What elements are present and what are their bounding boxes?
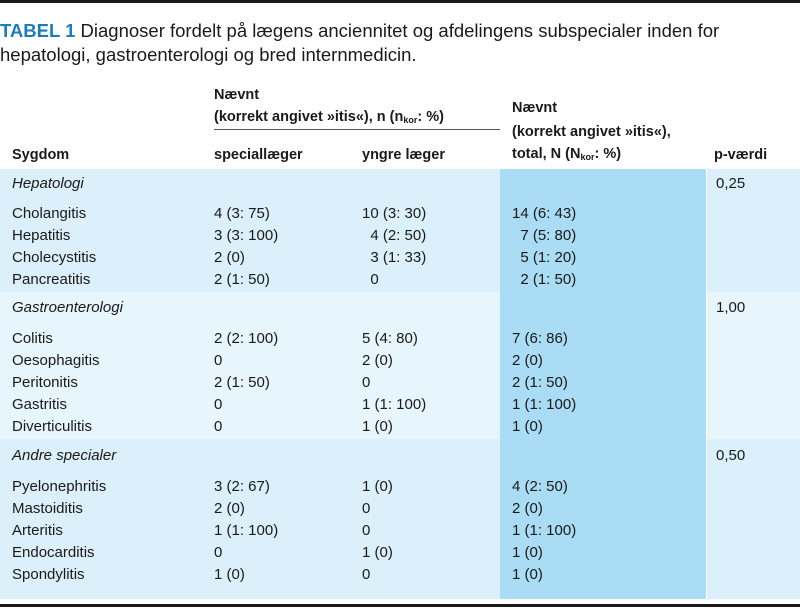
disease-cell: Oesophagitis (12, 352, 100, 369)
table-row (0, 328, 800, 350)
table-row (0, 542, 800, 564)
table-caption (0, 19, 790, 67)
disease-cell: Mastoiditis (12, 500, 83, 517)
speciallaeger-cell: 2 (2: 100) (214, 330, 279, 347)
table-row (0, 416, 800, 438)
header-total-line1: Nævnt (512, 100, 558, 116)
table-row (0, 269, 800, 291)
section-name: Gastroenterologi (12, 299, 123, 316)
total-cell: 14 (6: 43) (512, 205, 577, 222)
header-p-vaerdi: p-værdi (714, 147, 768, 163)
p-value: 1,00 (716, 299, 746, 316)
disease-cell: Endocarditis (12, 544, 95, 561)
disease-cell: Cholangitis (12, 205, 87, 222)
total-cell: 4 (2: 50) (512, 478, 568, 495)
disease-cell: Pyelonephritis (12, 478, 107, 495)
speciallaeger-cell: 3 (3: 100) (214, 227, 279, 244)
speciallaeger-cell: 0 (214, 352, 223, 369)
speciallaeger-cell: 0 (214, 544, 223, 561)
section-name: Hepatologi (12, 175, 84, 192)
yngre-cell: 2 (0) (362, 352, 393, 369)
speciallaeger-cell: 1 (1: 100) (214, 522, 279, 539)
section-header-row (0, 173, 800, 195)
total-cell: 7 (5: 80) (512, 227, 577, 244)
header-total-line3: total, N ($N_{kor}$: %) (512, 146, 622, 162)
total-cell: 1 (0) (512, 566, 543, 583)
speciallaeger-cell: 2 (1: 50) (214, 271, 270, 288)
header-speciallaeger: speciallæger (214, 147, 303, 163)
yngre-cell: 0 (362, 500, 371, 517)
section-name: Andre specialer (12, 447, 117, 464)
yngre-cell: 1 (0) (362, 418, 393, 435)
table-body (0, 169, 800, 599)
table-title: Diagnoser fordelt på lægens anciennitet og afdelingens subspecialer inden for hepatologi, gastroenterologi og bred internmedicin. (0, 20, 720, 65)
table-row (0, 350, 800, 372)
yngre-cell: 5 (4: 80) (362, 330, 418, 347)
yngre-cell: 1 (1: 100) (362, 396, 427, 413)
speciallaeger-cell: 3 (2: 67) (214, 478, 270, 495)
table-row (0, 520, 800, 542)
yngre-cell: 3 (1: 33) (362, 249, 427, 266)
total-cell: 1 (0) (512, 544, 543, 561)
header-group-line1: Nævnt (214, 87, 260, 103)
disease-cell: Hepatitis (12, 227, 71, 244)
total-cell: 1 (1: 100) (512, 396, 577, 413)
disease-cell: Spondylitis (12, 566, 85, 583)
table-row (0, 564, 800, 586)
header-yngre-laeger: yngre læger (362, 147, 445, 163)
table-row (0, 225, 800, 247)
header-group-line2: (korrekt angivet »itis«), n ($n_{kor}$: %) (214, 109, 444, 125)
disease-cell: Diverticulitis (12, 418, 93, 435)
section-header-row (0, 445, 800, 467)
p-value: 0,25 (716, 175, 746, 192)
section-header-row (0, 297, 800, 319)
yngre-cell: 0 (362, 271, 379, 288)
table-row (0, 247, 800, 269)
table-row (0, 372, 800, 394)
total-cell: 1 (0) (512, 418, 543, 435)
disease-cell: Cholecystitis (12, 249, 97, 266)
speciallaeger-cell: 2 (0) (214, 249, 245, 266)
speciallaeger-cell: 0 (214, 396, 223, 413)
speciallaeger-cell: 4 (3: 75) (214, 205, 270, 222)
total-cell: 2 (0) (512, 352, 543, 369)
total-cell: 1 (1: 100) (512, 522, 577, 539)
disease-cell: Pancreatitis (12, 271, 91, 288)
p-value: 0,50 (716, 447, 746, 464)
disease-cell: Peritonitis (12, 374, 78, 391)
total-cell: 5 (1: 20) (512, 249, 577, 266)
total-cell: 2 (0) (512, 500, 543, 517)
header-group-rule (214, 129, 500, 130)
total-cell: 2 (1: 50) (512, 271, 577, 288)
table-row (0, 394, 800, 416)
disease-cell: Arteritis (12, 522, 63, 539)
total-cell: 2 (1: 50) (512, 374, 568, 391)
yngre-cell: 0 (362, 522, 371, 539)
disease-cell: Gastritis (12, 396, 68, 413)
bottom-rule (0, 604, 800, 607)
header-sygdom: Sygdom (12, 147, 70, 163)
speciallaeger-cell: 2 (1: 50) (214, 374, 270, 391)
yngre-cell: 1 (0) (362, 478, 393, 495)
table-row (0, 476, 800, 498)
speciallaeger-cell: 0 (214, 418, 223, 435)
speciallaeger-cell: 1 (0) (214, 566, 245, 583)
yngre-cell: 0 (362, 374, 371, 391)
yngre-cell: 10 (3: 30) (362, 205, 427, 222)
top-rule (0, 0, 800, 3)
yngre-cell: 0 (362, 566, 371, 583)
total-cell: 7 (6: 86) (512, 330, 568, 347)
table-label: TABEL 1 (0, 20, 76, 41)
table-row (0, 203, 800, 225)
yngre-cell: 1 (0) (362, 544, 393, 561)
header-total-line2: (korrekt angivet »itis«), (512, 124, 671, 140)
disease-cell: Colitis (12, 330, 53, 347)
speciallaeger-cell: 2 (0) (214, 500, 245, 517)
yngre-cell: 4 (2: 50) (362, 227, 427, 244)
table-row (0, 498, 800, 520)
